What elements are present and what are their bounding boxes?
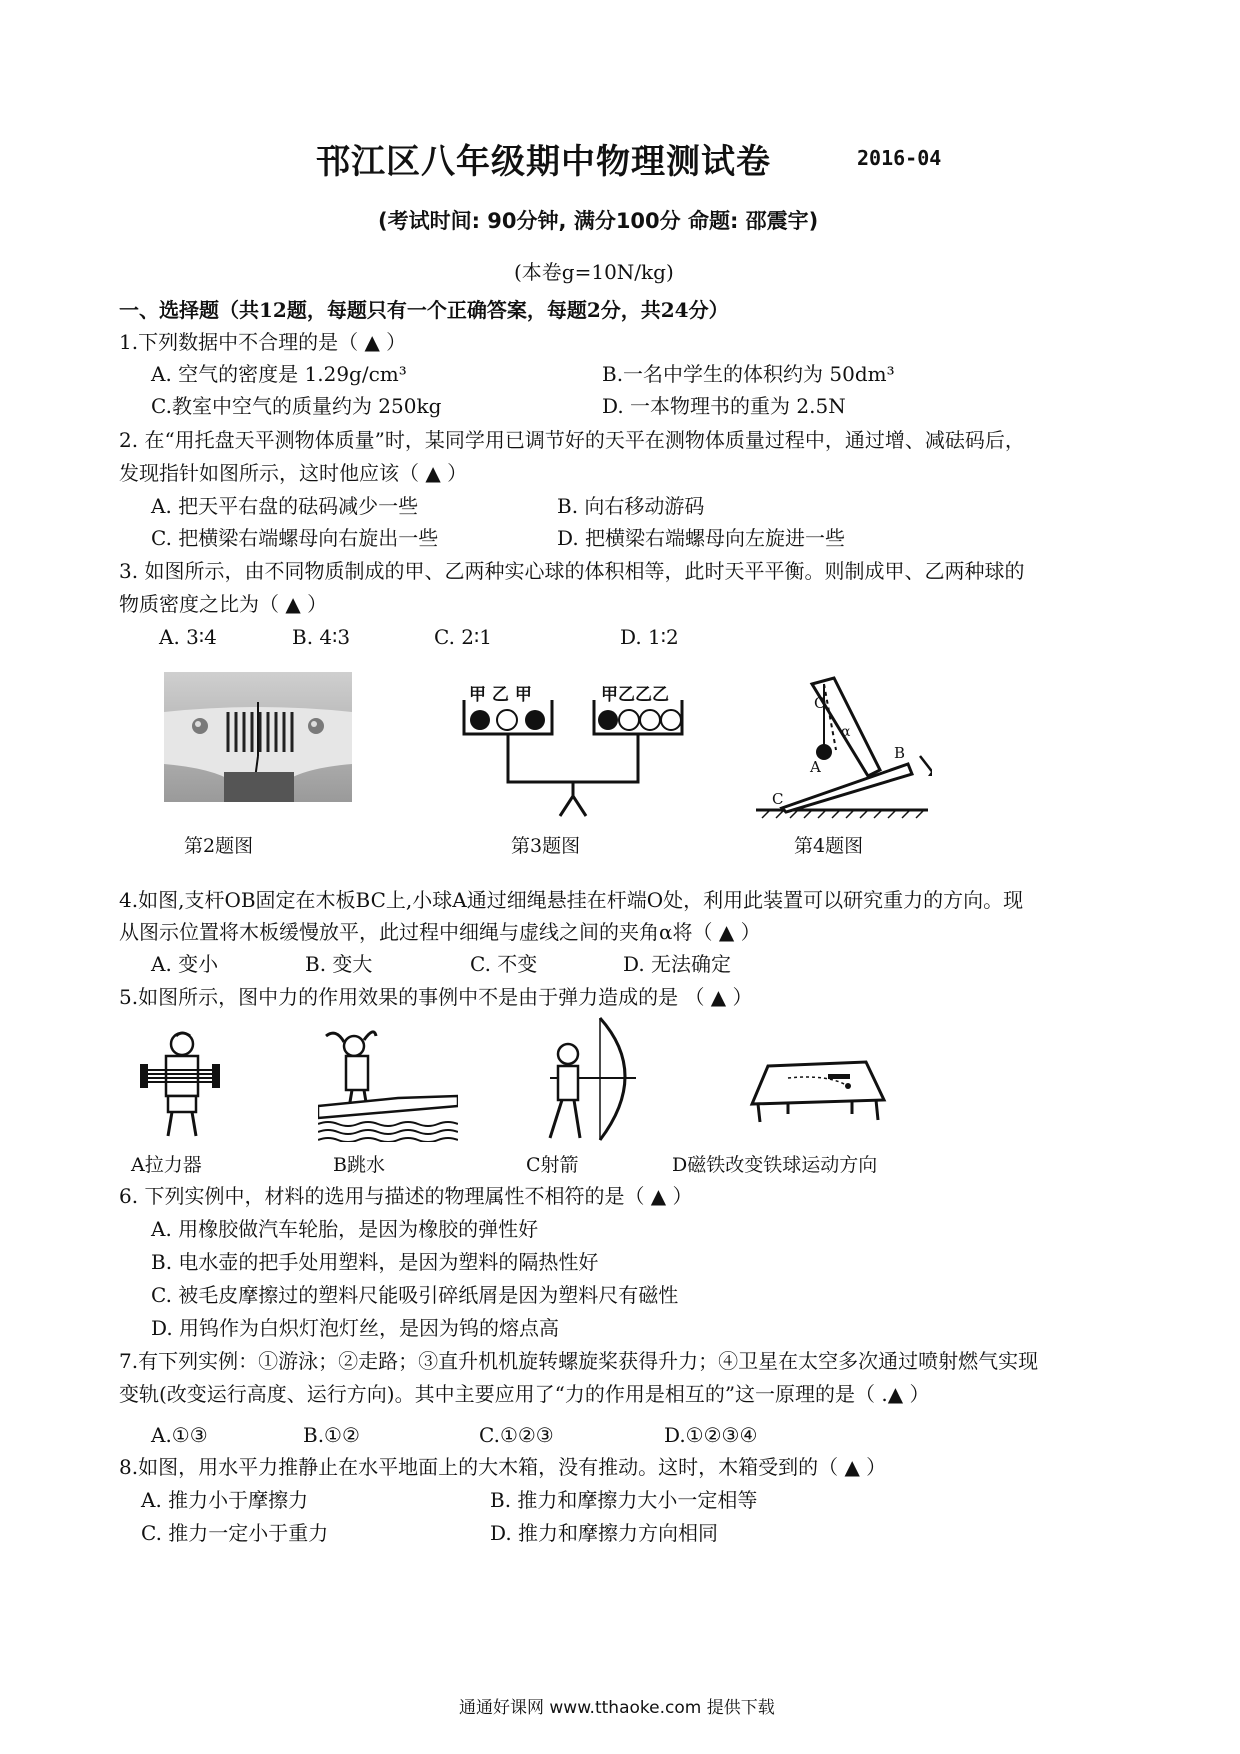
footer-download-note: 通通好课网 www.tthaoke.com 提供下载: [459, 1698, 775, 1718]
q1-option-a: A. 空气的密度是 1.29g/cm³: [151, 362, 407, 386]
q5-option-c: C射箭: [526, 1154, 579, 1176]
q7-option-a: A.①③: [151, 1423, 208, 1447]
q3-option-c: C. 2∶1: [434, 625, 492, 649]
fig3-left-label: 甲 乙 甲: [469, 685, 532, 705]
q5-option-b: B跳水: [333, 1154, 385, 1176]
q2-stem-line2: 发现指针如图所示，这时他应该（ ▲ ）: [119, 461, 468, 485]
q4-option-b: B. 变大: [305, 952, 373, 976]
q5-fig-expander: [140, 1030, 220, 1140]
fig4-label-a: A: [810, 758, 821, 776]
q5-fig-magnet-table: [748, 1056, 888, 1126]
q3-option-d: D. 1∶2: [620, 625, 679, 649]
fig3-caption: 第3题图: [511, 835, 581, 857]
fig3-balance-diagram: [460, 700, 696, 822]
q8-option-a: A. 推力小于摩擦力: [141, 1488, 309, 1512]
q8-option-d: D. 推力和摩擦力方向相同: [490, 1521, 719, 1545]
q2-option-b: B. 向右移动游码: [557, 494, 705, 518]
section-heading: 一、选择题（共12题，每题只有一个正确答案，每题2分，共24分）: [119, 298, 729, 322]
q8-option-b: B. 推力和摩擦力大小一定相等: [490, 1488, 758, 1512]
fig4-caption: 第4题图: [794, 835, 864, 857]
page-title: 邗江区八年级期中物理测试卷: [316, 142, 771, 182]
q8-stem: 8.如图，用水平力推静止在水平地面上的大木箱，没有推动。这时，木箱受到的（ ▲ ）: [119, 1455, 887, 1479]
fig4-label-alpha: α: [841, 724, 851, 740]
fig3-right-label: 甲乙乙乙: [601, 685, 669, 705]
q6-option-a: A. 用橡胶做汽车轮胎，是因为橡胶的弹性好: [151, 1217, 539, 1241]
q4-option-a: A. 变小: [151, 952, 219, 976]
q5-option-a: A拉力器: [131, 1154, 202, 1176]
q4-stem-line2: 从图示位置将木板缓慢放平，此过程中细绳与虚线之间的夹角α将（ ▲ ）: [119, 920, 761, 944]
q4-stem-line1: 4.如图,支杆OB固定在木板BC上,小球A通过细绳悬挂在杆端O处，利用此装置可以研究重力的方向。现: [119, 888, 1024, 912]
exam-info: (考试时间: 90分钟, 满分100分 命题: 邵震宇): [378, 209, 819, 233]
q2-stem-line1: 2. 在“用托盘天平测物体质量”时，某同学用已调节好的天平在测物体质量过程中，通过增、减砝码后，: [119, 428, 1025, 452]
gravity-note: (本卷g=10N/kg): [514, 260, 674, 284]
q1-option-d: D. 一本物理书的重为 2.5N: [602, 394, 846, 418]
fig4-label-c: C: [772, 790, 784, 808]
q5-fig-archery: [540, 1014, 640, 1144]
fig4-label-b: B: [894, 744, 906, 762]
q7-stem-line2: 变轨(改变运行高度、运行方向)。其中主要应用了“力的作用是相互的”这一原理的是（ .▲ ）: [119, 1382, 930, 1406]
q4-option-d: D. 无法确定: [623, 952, 732, 976]
q3-option-b: B. 4∶3: [292, 625, 351, 649]
q1-stem: 1.下列数据中不合理的是（ ▲ ）: [119, 330, 407, 354]
q7-option-b: B.①②: [303, 1423, 360, 1447]
q3-option-a: A. 3∶4: [159, 625, 217, 649]
q3-stem-line2: 物质密度之比为（ ▲ ）: [119, 592, 328, 616]
exam-date: 2016-04: [857, 146, 942, 170]
q5-fig-diving: [318, 1026, 458, 1142]
q7-option-d: D.①②③④: [664, 1423, 758, 1447]
fig2-caption: 第2题图: [184, 835, 254, 857]
q6-option-b: B. 电水壶的把手处用塑料，是因为塑料的隔热性好: [151, 1250, 599, 1274]
q2-option-a: A. 把天平右盘的砝码减少一些: [151, 494, 419, 518]
fig2-pointer-photo: [164, 672, 352, 802]
q7-option-c: C.①②③: [479, 1423, 554, 1447]
q5-option-d: D磁铁改变铁球运动方向: [672, 1154, 878, 1176]
q6-option-c: C. 被毛皮摩擦过的塑料尺能吸引碎纸屑是因为塑料尺有磁性: [151, 1283, 679, 1307]
q6-option-d: D. 用钨作为白炽灯泡灯丝，是因为钨的熔点高: [151, 1316, 560, 1340]
q7-stem-line1: 7.有下列实例：①游泳；②走路；③直升机机旋转螺旋桨获得升力；④卫星在太空多次通过喷射燃气实现: [119, 1349, 1039, 1373]
q2-option-d: D. 把横梁右端螺母向左旋进一些: [557, 526, 846, 550]
fig4-label-o: O: [814, 694, 827, 712]
q3-stem-line1: 3. 如图所示，由不同物质制成的甲、乙两种实心球的体积相等，此时天平平衡。则制成甲、乙两种球的: [119, 559, 1025, 583]
q5-stem: 5.如图所示，图中力的作用效果的事例中不是由于弹力造成的是 （ ▲ ）: [119, 985, 753, 1009]
q8-option-c: C. 推力一定小于重力: [141, 1521, 329, 1545]
q1-option-c: C.教室中空气的质量约为 250kg: [151, 394, 442, 418]
q6-stem: 6. 下列实例中，材料的选用与描述的物理属性不相符的是（ ▲ ）: [119, 1184, 693, 1208]
q2-option-c: C. 把横梁右端螺母向右旋出一些: [151, 526, 439, 550]
q4-option-c: C. 不变: [470, 952, 538, 976]
q1-option-b: B.一名中学生的体积约为 50dm³: [602, 362, 895, 386]
